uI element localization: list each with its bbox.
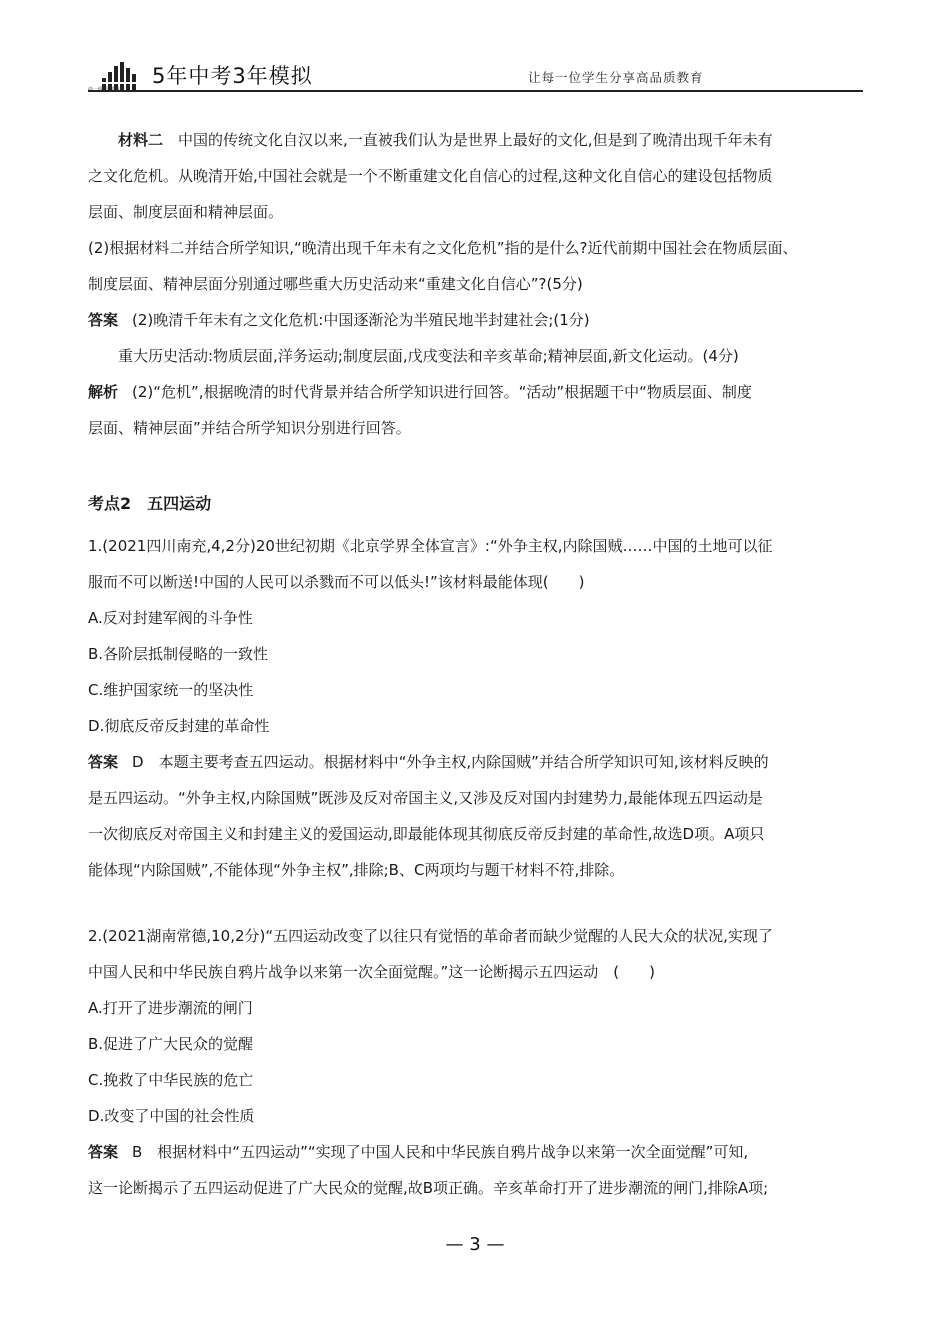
analysis2-line-2: 层面、精神层面”并结合所学知识分别进行回答。 — [88, 419, 411, 437]
answer-label: 答案 — [88, 1143, 119, 1161]
page-number: — 3 — — [445, 1234, 505, 1255]
section-title: 考点2 五四运动 — [88, 494, 212, 513]
q2-option-d: D.改变了中国的社会性质 — [88, 1107, 255, 1125]
answer-label: 答案 — [88, 311, 119, 329]
material2-label: 材料二 — [118, 131, 164, 149]
q1-option-c: C.维护国家统一的坚决性 — [88, 681, 254, 699]
answer2-line-1: 答案 (2)晚清千年未有之文化危机:中国逐渐沦为半殖民地半封建社会;(1分) — [88, 311, 590, 329]
analysis-label: 解析 — [88, 383, 119, 401]
q2-option-b: B.促进了广大民众的觉醒 — [88, 1035, 254, 1053]
question2-line-2: 制度层面、精神层面分别通过哪些重大历史活动来“重建文化自信心”?(5分) — [88, 275, 583, 293]
q1-answer-line-4: 能体现“内除国贼”,不能体现“外争主权”,排除;B、C两项均与题干材料不符,排除。 — [88, 861, 625, 879]
q2-line-2: 中国人民和中华民族自鸦片战争以来第一次全面觉醒。”这一论断揭示五四运动 ( ) — [88, 963, 655, 981]
brand-title: 5年中考3年模拟 — [152, 64, 313, 88]
page-header — [88, 52, 863, 94]
q2-answer-line-2: 这一论断揭示了五四运动促进了广大民众的觉醒,故B项正确。辛亥革命打开了进步潮流的闸门,排除A项; — [88, 1179, 769, 1197]
header-rule — [88, 90, 863, 92]
q2-line-1: 2.(2021湖南常德,10,2分)“五四运动改变了以往只有觉悟的革命者而缺少觉醒的人民大众的状况,实现了 — [88, 927, 773, 945]
q1-option-d: D.彻底反帝反封建的革命性 — [88, 717, 270, 735]
q2-answer-line-1: 答案 B 根据材料中“五四运动”“实现了中国人民和中华民族自鸦片战争以来第一次全面觉醒”可知, — [88, 1143, 749, 1161]
q2-option-c: C.挽救了中华民族的危亡 — [88, 1071, 254, 1089]
answer2-line-2: 重大历史活动:物质层面,洋务运动;制度层面,戊戌变法和辛亥革命;精神层面,新文化运动。(4分) — [118, 347, 739, 365]
q2-option-a: A.打开了进步潮流的闸门 — [88, 999, 253, 1017]
analysis2-line-1: 解析 (2)“危机”,根据晚清的时代背景并结合所学知识进行回答。“活动”根据题干中“物质层面、制度 — [88, 383, 752, 401]
q1-answer-line-2: 是五四运动。“外争主权,内除国贼”既涉及反对帝国主义,又涉及反对国内封建势力,最能体现五四运动是 — [88, 789, 763, 807]
header-slogan: 让每一位学生分享高品质教育 — [528, 70, 704, 85]
spacer — [88, 888, 878, 918]
question2-line-1: (2)根据材料二并结合所学知识,“晚清出现千年未有之文化危机”指的是什么?近代前期中国社会在物质层面、 — [88, 239, 798, 257]
answer-label: 答案 — [88, 753, 119, 771]
q1-option-b: B.各阶层抵制侵略的一致性 — [88, 645, 269, 663]
q1-answer-line-3: 一次彻底反对帝国主义和封建主义的爱国运动,即最能体现其彻底反帝反封建的革命性,故选D项。A项只 — [88, 825, 765, 843]
page-content — [88, 122, 878, 1206]
material2-line-2: 之文化危机。从晚清开始,中国社会就是一个不断重建文化自信心的过程,这种文化自信心的建设包括物质 — [88, 167, 773, 185]
material2-line-3: 层面、制度层面和精神层面。 — [88, 203, 284, 221]
q1-answer-line-1: 答案 D 本题主要考查五四运动。根据材料中“外争主权,内除国贼”并结合所学知识可知,该材料反映的 — [88, 753, 769, 771]
q1-line-1: 1.(2021四川南充,4,2分)20世纪初期《北京学界全体宣言》:“外争主权,内除国贼……中国的土地可以征 — [88, 537, 773, 555]
q1-line-2: 服而不可以断送!中国的人民可以杀戮而不可以低头!”该材料最能体现( ) — [88, 573, 585, 591]
q1-option-a: A.反对封建军阀的斗争性 — [88, 609, 253, 627]
material2-line-1: 材料二 中国的传统文化自汉以来,一直被我们认为是世界上最好的文化,但是到了晚清出现千年未有 — [118, 131, 773, 149]
